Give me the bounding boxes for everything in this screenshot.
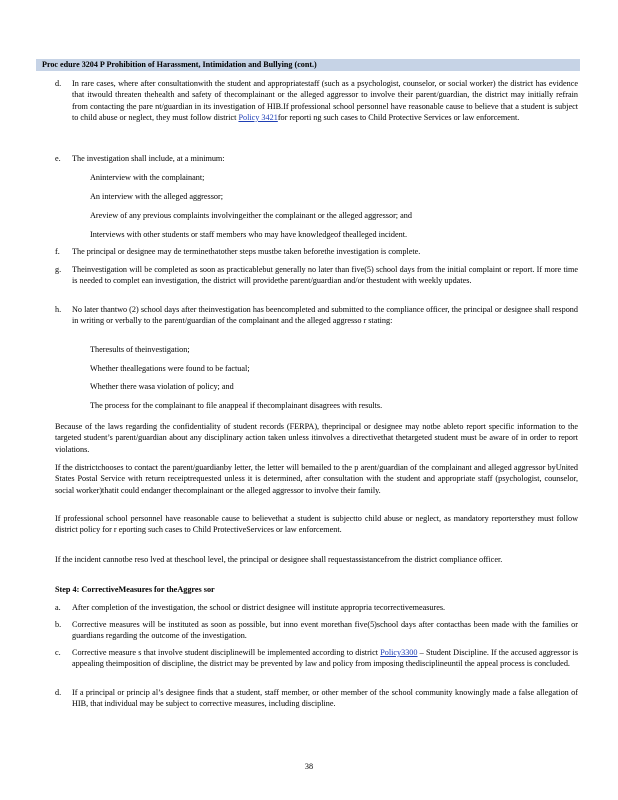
list-item-d (55, 78, 578, 123)
list-item-b (55, 619, 578, 642)
list-item-text (72, 647, 578, 670)
list-item-e (55, 153, 578, 164)
bullet-text: Whether theallegations were found to be factual; (90, 364, 250, 373)
list-marker: c. (55, 648, 61, 657)
list-item-text (72, 78, 578, 123)
list-item-text: Corrective measures will be instituted as soon as possible, but inno event morethan five(5)school days after contacthas been made with the families or guardians regarding the outcome of the investigation. (72, 620, 578, 641)
paragraph-ferpa: Because of the laws regarding the confidentiality of student records (FERPA), theprincipal or designee may notbe ableto report specific information to the targeted student’s parent/guardian about any disciplinary action taken unless itinvolves a directivethat thetargeted student must be aware of in order to report violations. (55, 422, 578, 454)
bullet-text: The process for the complainant to file anappeal if thecomplainant disagrees with results. (90, 401, 383, 410)
text-span: Corrective measure s that involve student disciplinewill be implemented according to district (72, 648, 381, 657)
paragraph-letter: If the districtchooses to contact the parent/guardianby letter, the letter will bemailed to the p arent/guardian of the complainant and alleged aggressor byUnited States Postal Service with return receiptrequested unless it is determined, after consultation with the student and appropriate staff (psychologist, counselor, social worker)thatit could endanger thecomplainant or the alleged aggressor to involve their family. (55, 463, 578, 495)
policy-3421-link[interactable]: Policy 3421 (238, 112, 278, 122)
procedure-header: Proc edure 3204 P Prohibition of Harassment, Intimidation and Bullying (cont.) (42, 60, 317, 69)
bullet-item (73, 344, 578, 355)
text-span: In rare cases, where after consultationwith the student and appropriatestaff (such as a psychologist, counselor, or social worker) the district has evidence that itwould threaten thehealth and safety of thecomplainant or the alleged aggressor to involve their parent/guardian, the district may initially refrain from contacting the pare nt/guardian in its investigation of HIB.If professional school personnel have reasonable cause to believe that a student is subject to child abuse or neglect, they must follow district (72, 79, 578, 122)
step-4-heading: Step 4: CorrectiveMeasures for theAggres sor (55, 585, 215, 594)
paragraph-abuse-reporting: If professional school personnel have reasonable cause to believethat a student is subjectto child abuse or neglect, as mandatory reportersthey must follow district policy for r eporting such cases to Child ProtectiveServices or law enforcement. (55, 514, 578, 535)
bullet-item (73, 363, 578, 374)
bullet-text: Areview of any previous complaints involvingeither the complainant or the alleged aggressor; and (90, 211, 412, 220)
policy-3300-link[interactable]: Policy3300 (380, 648, 418, 657)
list-marker: a. (55, 603, 61, 612)
text-span: – Student Discipline. If the accused aggressor is appealing theimposition of discipline, the district may be prevented by law and policy from imposing thedisciplineuntil the appeal process is concluded. (72, 648, 579, 669)
bullet-item (73, 381, 578, 392)
paragraph-compliance-officer: If the incident cannotbe reso lved at theschool level, the principal or designee shall requestassistancefrom the district compliance officer. (55, 555, 503, 564)
list-marker: f. (55, 247, 60, 256)
list-marker: b. (55, 620, 62, 629)
text-span: for reporti ng such cases to Child Protective Services or law enforcement. (277, 112, 520, 122)
list-marker: e. (55, 154, 61, 163)
list-item-text: Theinvestigation will be completed as soon as practicablebut generally no later than five(5) school days from the initial complaint or report. If more time is needed to complet ean investigation, the district will providethe parent/guardian and/or thestudent with weekly updates. (72, 265, 578, 286)
bullet-text: An interview with the alleged aggressor; (90, 192, 224, 201)
list-item-a (55, 602, 578, 613)
bullet-item (73, 172, 578, 183)
bullet-item (73, 191, 578, 202)
list-marker: h. (55, 305, 62, 314)
list-item-text: No later thantwo (2) school days after theinvestigation has beencompleted and submitted to the compliance officer, the principal or designee shall respond in writing or verbally to the parent/guardian of the complainant and the alleged aggresso r stating: (72, 305, 578, 326)
list-item-text: After completion of the investigation, the school or district designee will institute appropria tecorrectivemeasures. (72, 603, 446, 612)
list-marker: g. (55, 265, 62, 274)
list-item-h (55, 304, 578, 327)
bullet-item (73, 229, 578, 240)
bullet-text: Theresults of theinvestigation; (90, 345, 190, 354)
list-item-d-discipline (55, 687, 578, 710)
list-item-f (55, 246, 578, 257)
list-item-c (55, 647, 578, 670)
bullet-item (73, 210, 578, 221)
bullet-item (73, 400, 578, 411)
bullet-text: Aninterview with the complainant; (90, 173, 205, 182)
bullet-text: Whether there wasa violation of policy; and (90, 382, 234, 391)
list-item-text: The investigation shall include, at a minimum: (72, 154, 225, 163)
list-item-g (55, 264, 578, 287)
list-item-text: The principal or designee may de terminethatother steps mustbe taken beforethe investigation is complete. (72, 247, 421, 256)
list-marker: d. (55, 688, 62, 697)
list-marker: d. (55, 79, 62, 88)
bullet-text: Interviews with other students or staff members who may have knowledgeof thealleged incident. (90, 230, 408, 239)
page-number: 38 (304, 762, 314, 771)
list-item-text: If a principal or princip al’s designee finds that a student, staff member, or other member of the school community knowingly made a false allegation of HIB, that individual may be subject to corrective measures, including discipline. (72, 688, 578, 709)
